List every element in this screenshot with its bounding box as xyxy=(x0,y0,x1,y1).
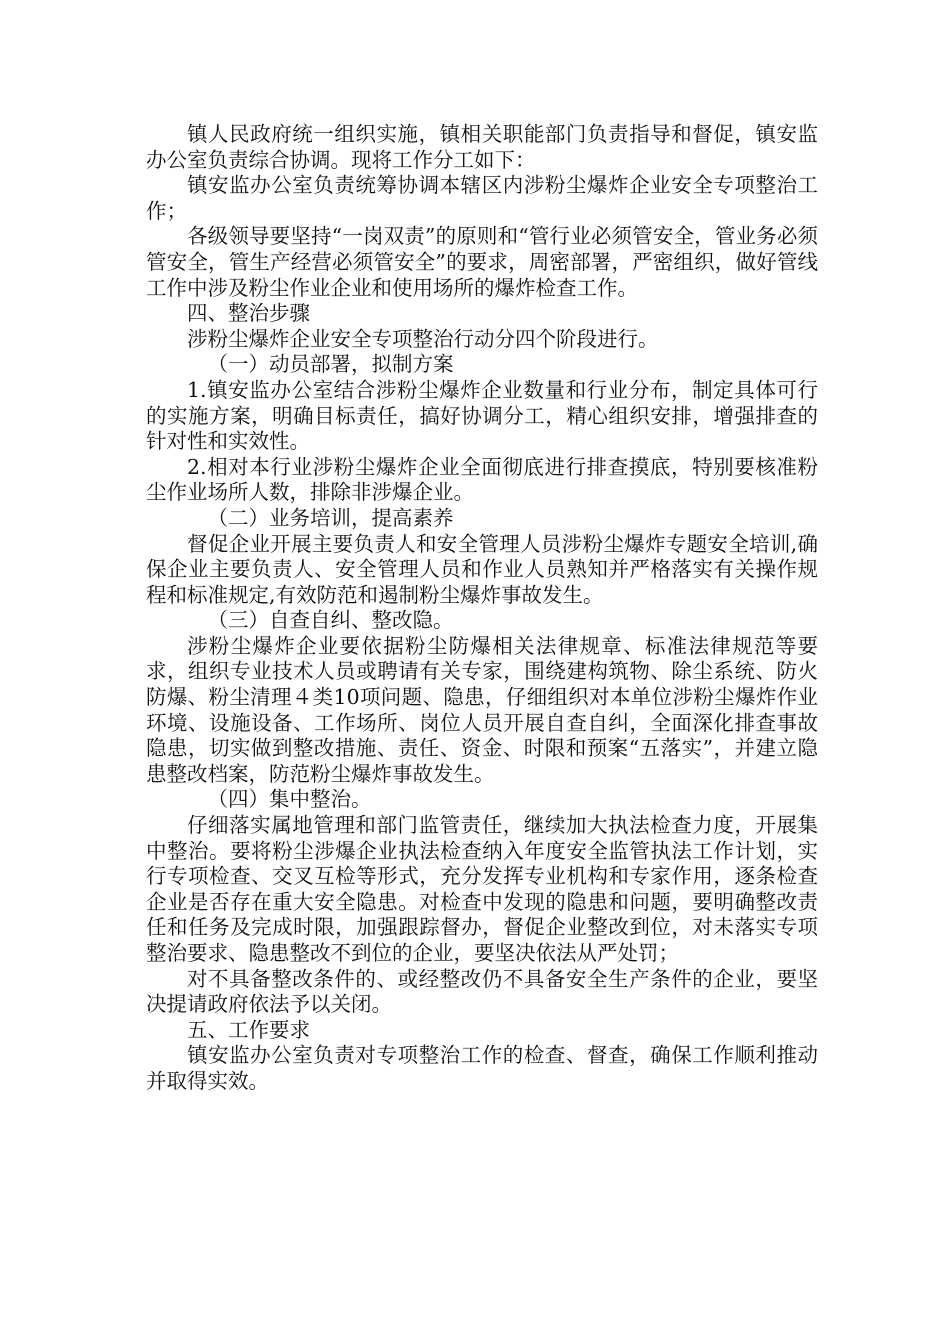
subheading-training: （二）业务培训，提高素养 xyxy=(207,505,454,530)
paragraph-plan-item-2: 2.相对本行业涉粉尘爆炸企业全面彻底进行排查摸底，特别要核准粉尘作业场所人数，排除非涉爆企业。 xyxy=(146,454,818,505)
paragraph-division-of-labor: 镇人民政府统一组织实施，镇相关职能部门负责指导和督促，镇安监办公室负责综合协调。现将工作分工如下： xyxy=(146,122,818,172)
paragraph-enforcement: 仔细落实属地管理和部门监管责任，继续加大执法检查力度，开展集中整治。要将粉尘涉爆企业执法检查纳入年度安全监管执法工作计划，实行专项检查、交叉互检等形式，充分发挥专业机构和专家作用，逐条检查企业是否存在重大安全隐患。对检查中发现的隐患和问题，要明确整改责任和任务及完成时限，加强跟踪督办，督促企业整改到位，对未落实专项整治要求、隐患整改不到位的企业，要坚决依法从严处罚； xyxy=(146,813,818,965)
paragraph-four-stages: 涉粉尘爆炸企业安全专项整治行动分四个阶段进行。 xyxy=(187,326,659,351)
paragraph-closure: 对不具备整改条件的、或经整改仍不具备安全生产条件的企业，要坚决提请政府依法予以关闭。 xyxy=(146,966,818,1017)
paragraph-self-inspection: 涉粉尘爆炸企业要依据粉尘防爆相关法律规章、标准法律规范等要求，组织专业技术人员或聘请有关专家，围绕建构筑物、除尘系统、防火防爆、粉尘清理４类10项问题、隐患，仔细组织对本单位涉粉尘爆炸作业环境、设施设备、工作场所、岗位人员开展自查自纠，全面深化排查事故隐患，切实做到整改措施、责任、资金、时限和预案“五落实”，并建立隐患整改档案，防范粉尘爆炸事故发生。 xyxy=(146,633,818,786)
paragraph-leadership-duty: 各级领导要坚持“一岗双责”的原则和“管行业必须管安全，管业务必须管安全，管生产经营必须管安全”的要求，周密部署，严密组织，做好管线工作中涉及粉尘作业企业和使用场所的爆炸检查工作。 xyxy=(146,224,818,300)
paragraph-office-coordination: 镇安监办公室负责统筹协调本辖区内涉粉尘爆炸企业安全专项整治工作； xyxy=(146,173,818,223)
subheading-mobilization: （一）动员部署，拟制方案 xyxy=(207,352,454,377)
paragraph-plan-item-1: 1.镇安监办公室结合涉粉尘爆炸企业数量和行业分布，制定具体可行的实施方案，明确目标责任，搞好协调分工，精心组织安排，增强排查的针对性和实效性。 xyxy=(146,377,818,454)
paragraph-supervision: 镇安监办公室负责对专项整治工作的检查、督查，确保工作顺利推动并取得实效。 xyxy=(146,1043,818,1093)
subheading-self-inspection: （三）自查自纠、整改隐。 xyxy=(207,608,454,633)
subheading-centralized-rectification: （四）集中整治。 xyxy=(207,787,372,812)
section-heading-steps: 四、整治步骤 xyxy=(187,301,310,326)
section-heading-requirements: 五、工作要求 xyxy=(187,1017,310,1042)
paragraph-training: 督促企业开展主要负责人和安全管理人员涉粉尘爆炸专题安全培训,确保企业主要负责人、安全管理人员和作业人员熟知并严格落实有关操作规程和标准规定,有效防范和遏制粉尘爆炸事故发生。 xyxy=(146,531,818,607)
document-body xyxy=(146,122,818,1095)
